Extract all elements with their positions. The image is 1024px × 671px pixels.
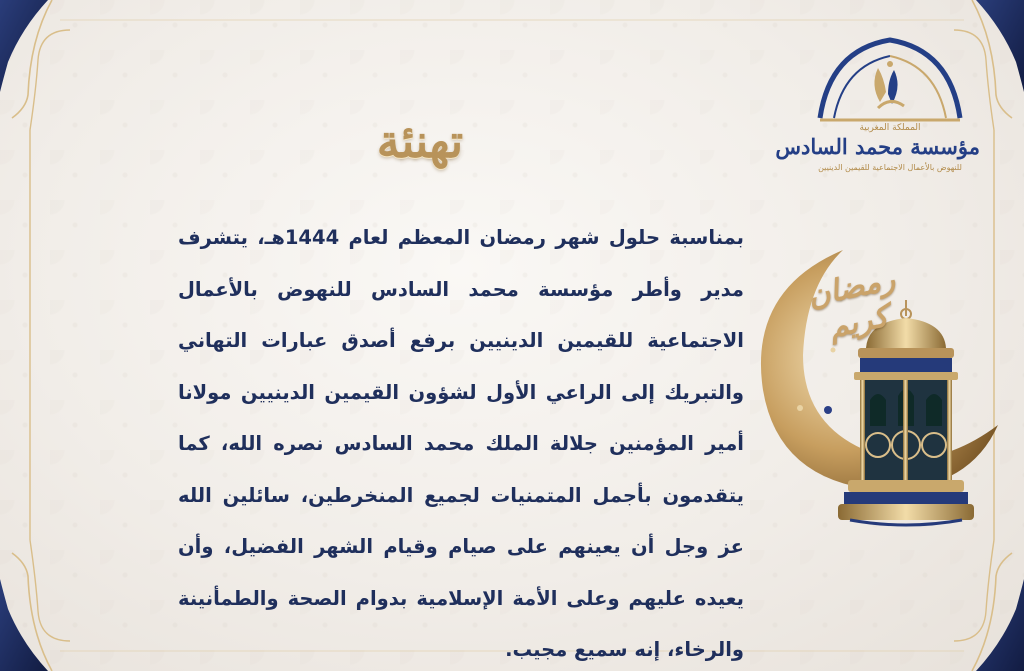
dome-icon (800, 30, 980, 125)
greeting-body: بمناسبة حلول شهر رمضان المعظم لعام 1444هـ، يتشرف مدير وأطر مؤسسة محمد السادس للنهوض بالأعمال الاجتماعية للقيمين الدينيين برفع أصدق عبارات التهاني والتبريك إلى الراعي الأول لشؤون القيمين الدينيين مولانا أمير المؤمنين جلالة الملك محمد السادس نصره الله، كما يتقدمون بأجمل المتمنيات لجميع المنخرطين، سائلين الله عز وجل أن يعينهم على صيام وقيام الشهر الفضيل، وأن يعيده عليهم وعلى الأمة الإسلامية بدوام الصحة والطمأنينة والرخاء، إنه سميع مجيب. (178, 226, 744, 661)
greeting-title: تهنئة (376, 114, 464, 168)
ramadan-kareem-calligraphy: رمضان كريم (804, 261, 898, 346)
logo-name-text: مؤسسة محمد السادس (775, 134, 980, 159)
logo-kingdom-text: المملكة المغربية (859, 123, 921, 133)
foundation-logo (775, 30, 980, 190)
logo-subtitle-text: للنهوض بالأعمال الاجتماعية للقيمين الدينيين (818, 163, 962, 172)
